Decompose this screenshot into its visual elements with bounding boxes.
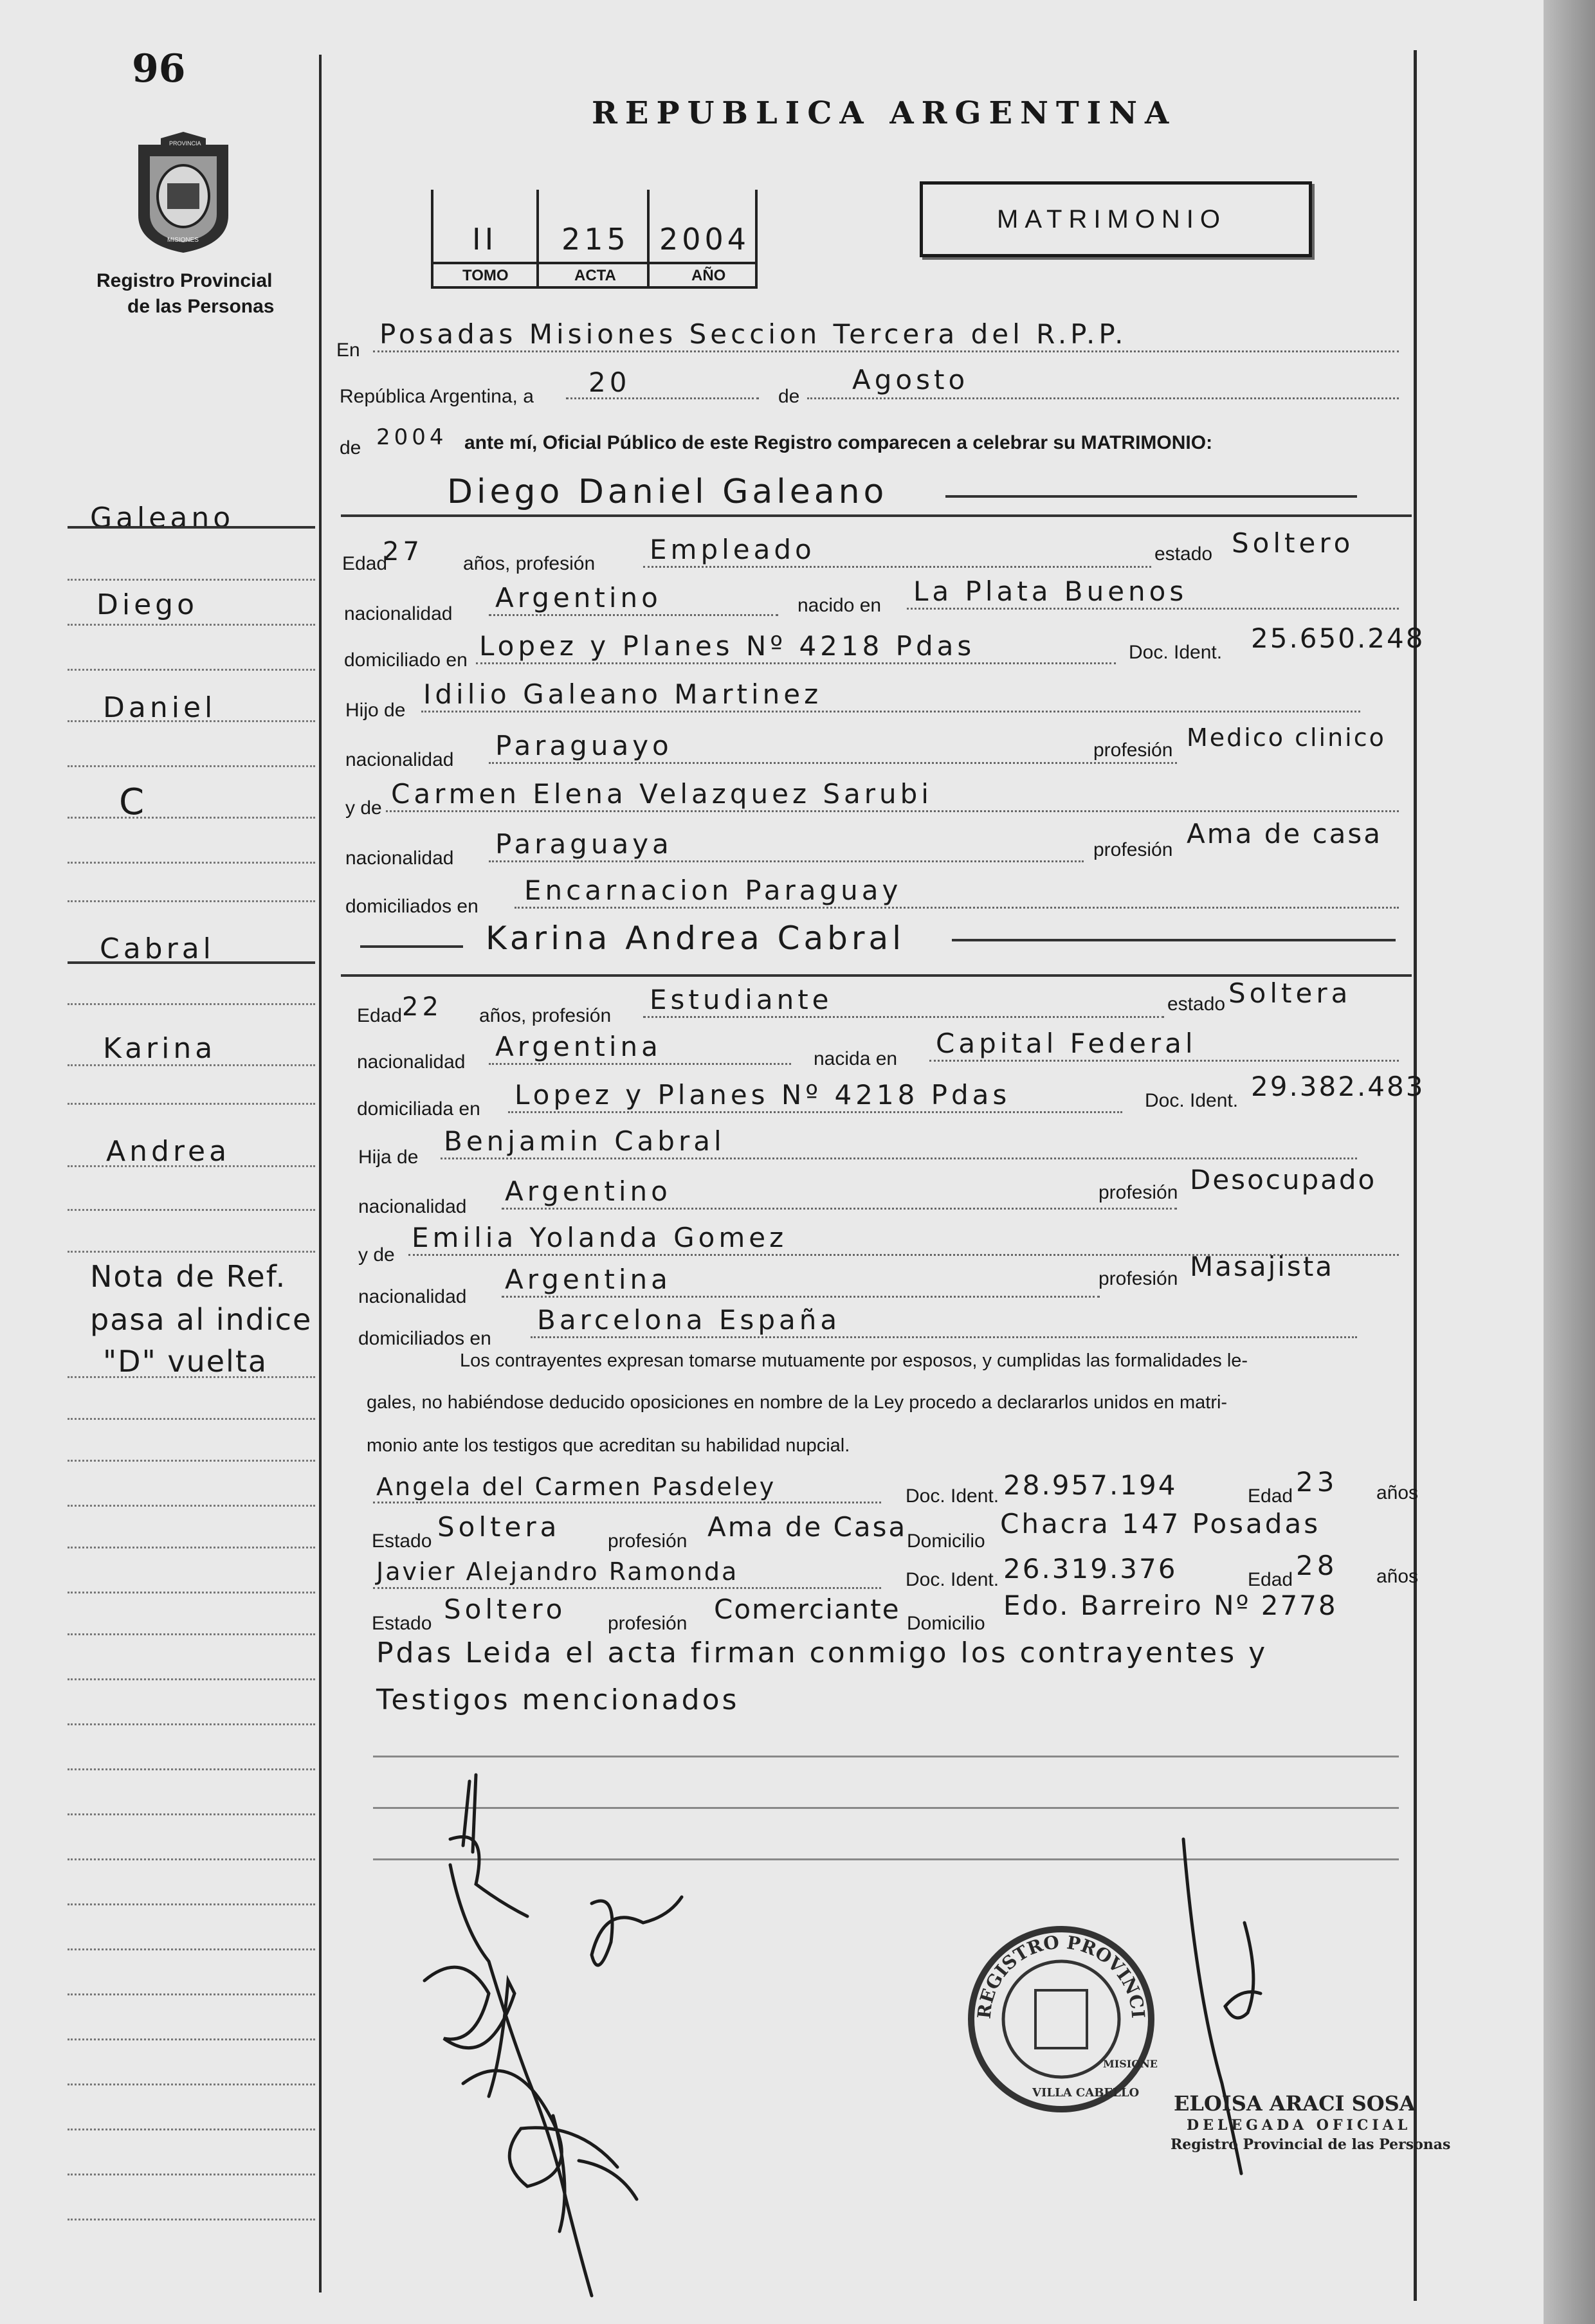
groom-doc-label: Doc. Ident.	[1129, 642, 1223, 663]
bride-mother-nationality: Argentina	[505, 1264, 671, 1295]
witness1-doc-label: Doc. Ident.	[906, 1485, 999, 1507]
witness1-profession: Ama de Casa	[707, 1511, 907, 1543]
groom-father-nationality: Paraguayo	[495, 730, 673, 761]
intro-statement: ante mí, Oficial Público de este Registro comparecen a celebrar su MATRIMONIO:	[464, 432, 1213, 453]
bride-father-nationality: Argentino	[505, 1176, 671, 1207]
witness2-age: 28	[1296, 1550, 1338, 1581]
bride-doc-label: Doc. Ident.	[1145, 1090, 1239, 1111]
bride-nationality: Argentina	[495, 1031, 662, 1062]
bride-father-prof-label: profesión	[1098, 1182, 1178, 1203]
record-type-label: MATRIMONIO	[997, 205, 1227, 233]
en-label: En	[336, 340, 360, 361]
witness1-age: 23	[1296, 1466, 1338, 1498]
margin-reference-line1: Nota de Ref.	[90, 1259, 287, 1294]
margin-firstname-groom: Diego	[96, 588, 199, 621]
de-label: de	[778, 386, 800, 407]
margin-reference-line2: pasa al indice	[90, 1302, 313, 1337]
witness2-status: Soltero	[444, 1593, 567, 1625]
bride-dom-label: domiciliada en	[357, 1098, 480, 1120]
groom-birthplace: La Plata Buenos	[913, 576, 1188, 607]
margin-surname-groom: Galeano	[90, 502, 235, 534]
groom-profession: Empleado	[650, 534, 816, 565]
bride-father-profession: Desocupado	[1190, 1164, 1377, 1195]
witness2-doc-label: Doc. Ident.	[906, 1569, 999, 1590]
groom-father-profession: Medico clinico	[1187, 723, 1386, 752]
bride-address: Lopez y Planes Nº 4218 Pdas	[515, 1079, 1011, 1111]
margin-middlename-groom: Daniel	[103, 691, 217, 724]
bride-father-nat-label: nacionalidad	[358, 1196, 467, 1217]
margin-initial: C	[119, 781, 149, 823]
groom-nacido-label: nacido en	[798, 595, 882, 616]
witness1-name: Angela del Carmen Pasdeley	[376, 1473, 776, 1501]
tomo-value: II	[472, 222, 498, 257]
seal-side-text: MISIONE	[1103, 2058, 1158, 2070]
intro-place: Posadas Misiones Seccion Tercera del R.P.P.	[379, 318, 1127, 350]
margin-middlename-bride: Andrea	[106, 1135, 231, 1168]
witness1-doc: 28.957.194	[1003, 1469, 1178, 1501]
bride-mother-profession: Masajista	[1190, 1251, 1335, 1282]
groom-name: Diego Daniel Galeano	[447, 473, 888, 511]
groom-nationality: Argentino	[495, 582, 662, 613]
witness1-address: Chacra 147 Posadas	[1000, 1508, 1321, 1539]
witness2-address: Edo. Barreiro Nº 2778	[1003, 1590, 1338, 1621]
witness2-name: Javier Alejandro Ramonda	[376, 1557, 739, 1586]
bride-nacida-label: nacida en	[814, 1048, 898, 1069]
witness2-doc: 26.319.376	[1003, 1553, 1178, 1584]
book-page-edge	[1544, 0, 1595, 2324]
svg-text:REGISTRO PROVINCIAL DE LAS PER	[965, 1923, 1149, 2020]
groom-yde-label: y de	[345, 797, 382, 819]
bride-birthplace: Capital Federal	[936, 1028, 1197, 1059]
bride-parents-dom-label: domiciliados en	[358, 1328, 491, 1349]
witness1-status: Soltera	[437, 1511, 561, 1543]
groom-father-nat-label: nacionalidad	[345, 749, 454, 770]
groom-age: 27	[383, 537, 423, 567]
tomo-label: TOMO	[462, 267, 509, 284]
bride-father: Benjamin Cabral	[444, 1125, 725, 1157]
document-title: REPUBLICA ARGENTINA	[592, 95, 1177, 131]
groom-dom-label: domiciliado en	[344, 649, 468, 671]
bride-hija-label: Hija de	[358, 1147, 419, 1168]
witness2-anos-label: años	[1376, 1566, 1419, 1587]
witness1-anos-label: años	[1376, 1482, 1419, 1503]
bride-name: Karina Andrea Cabral	[486, 920, 905, 957]
witness2-dom-label: Domicilio	[907, 1613, 985, 1634]
page-number: 96	[132, 46, 186, 91]
witness1-estado-label: Estado	[372, 1530, 432, 1552]
groom-father-prof-label: profesión	[1093, 740, 1173, 761]
registry-name-line2: de las Personas	[127, 296, 275, 317]
closing-line2: Testigos mencionados	[376, 1684, 740, 1716]
bride-profession: Estudiante	[650, 984, 833, 1015]
groom-anos-prof-label: años, profesión	[463, 553, 596, 574]
bride-age: 22	[402, 992, 442, 1022]
groom-parents-dom-label: domiciliados en	[345, 896, 479, 917]
acta-label: ACTA	[574, 267, 616, 284]
witness1-edad-label: Edad	[1248, 1485, 1293, 1507]
witness2-prof-label: profesión	[608, 1613, 688, 1634]
groom-status: Soltero	[1232, 527, 1354, 559]
bride-yde-label: y de	[358, 1244, 395, 1266]
groom-hijo-label: Hijo de	[345, 700, 406, 721]
official-stamp-title: DELEGADA OFICIAL	[1187, 2117, 1412, 2134]
official-stamp-name: ELOISA ARACI SOSA	[1174, 2091, 1416, 2116]
registry-name-line1: Registro Provincial	[96, 270, 273, 291]
groom-nac-label: nacionalidad	[344, 603, 453, 624]
logo-label-top: PROVINCIA	[169, 140, 201, 147]
seal-bottom-text: VILLA CABELLO	[1032, 2086, 1140, 2100]
groom-parents-address: Encarnacion Paraguay	[524, 875, 902, 906]
groom-address: Lopez y Planes Nº 4218 Pdas	[479, 630, 976, 662]
intro-day: 20	[588, 367, 631, 398]
bride-estado-label: estado	[1167, 994, 1226, 1015]
groom-mother-profession: Ama de casa	[1187, 818, 1383, 849]
bride-nac-label: nacionalidad	[357, 1051, 466, 1073]
bride-mother-prof-label: profesión	[1098, 1268, 1178, 1289]
bride-parents-address: Barcelona España	[537, 1304, 841, 1336]
margin-surname-bride: Cabral	[100, 932, 215, 965]
republica-label: República Argentina, a	[340, 386, 534, 407]
groom-mother-nationality: Paraguaya	[495, 828, 673, 860]
bride-mother: Emilia Yolanda Gomez	[412, 1222, 788, 1253]
witness1-dom-label: Domicilio	[907, 1530, 985, 1552]
acta-value: 215	[561, 222, 630, 257]
groom-edad-label: Edad	[342, 553, 388, 574]
witness1-prof-label: profesión	[608, 1530, 688, 1552]
declaration-line1: Los contrayentes expresan tomarse mutuamente por esposos, y cumplidas las formalidades le-	[460, 1350, 1248, 1371]
de2-label: de	[340, 437, 361, 458]
groom-father: Idilio Galeano Martinez	[423, 678, 823, 710]
bride-status: Soltera	[1228, 977, 1352, 1009]
margin-reference-line3: "D" vuelta	[103, 1344, 268, 1379]
logo-label-bottom: MISIONES	[167, 237, 199, 244]
witness2-edad-label: Edad	[1248, 1569, 1293, 1590]
bride-mother-nat-label: nacionalidad	[358, 1286, 467, 1307]
bride-doc: 29.382.483	[1251, 1071, 1425, 1102]
witness2-profession: Comerciante	[714, 1593, 900, 1625]
bride-edad-label: Edad	[357, 1005, 403, 1026]
seal-arc-text: REGISTRO PROVINCI	[973, 1931, 1149, 2020]
witness2-estado-label: Estado	[372, 1613, 432, 1634]
intro-year: 2004	[376, 424, 448, 450]
closing-line1: Pdas Leida el acta firman conmigo los contrayentes y	[376, 1637, 1268, 1669]
groom-mother-nat-label: nacionalidad	[345, 848, 454, 869]
anio-value: 2004	[659, 222, 751, 257]
bride-anos-prof-label: años, profesión	[479, 1005, 612, 1026]
declaration-line3: monio ante los testigos que acreditan su habilidad nupcial.	[367, 1435, 850, 1456]
declaration-line2: gales, no habiéndose deducido oposiciones en nombre de la Ley procedo a declararlos unidos en matri-	[367, 1392, 1228, 1413]
groom-mother: Carmen Elena Velazquez Sarubi	[391, 778, 933, 810]
groom-mother-prof-label: profesión	[1093, 839, 1173, 860]
groom-estado-label: estado	[1154, 543, 1213, 565]
anio-label: AÑO	[691, 267, 726, 284]
official-stamp-office: Registro Provincial de las Personas	[1171, 2136, 1451, 2153]
groom-doc: 25.650.248	[1251, 622, 1425, 654]
official-seal	[965, 1923, 1158, 2116]
margin-firstname-bride: Karina	[103, 1032, 217, 1065]
intro-month: Agosto	[852, 364, 969, 395]
